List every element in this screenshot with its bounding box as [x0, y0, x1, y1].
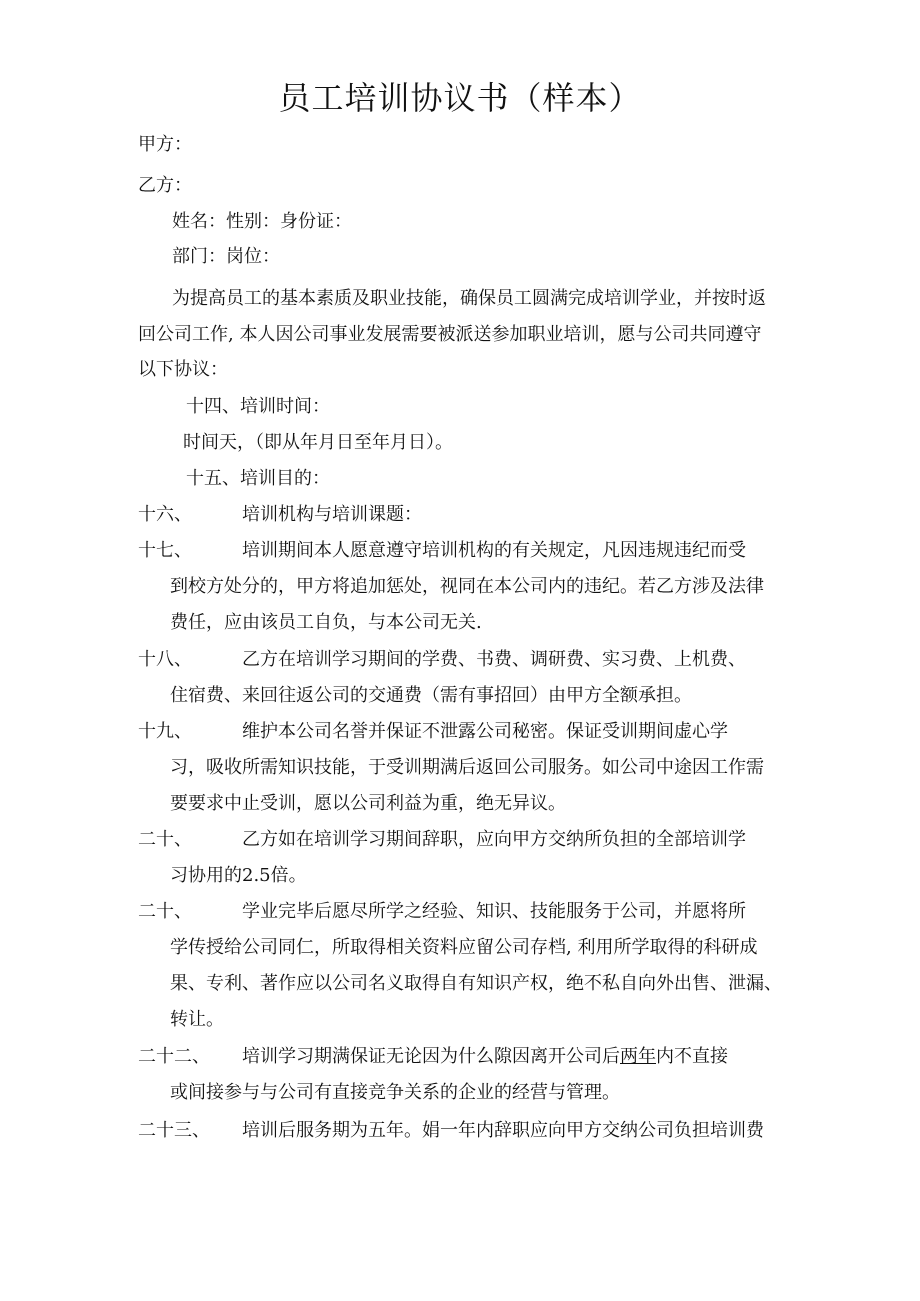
- clause-18-line-1: 乙方在培训学习期间的学费、书费、调研费、实习费、上机费、: [242, 649, 746, 670]
- clause-17-line-3: 费任，应由该员工自负，与本公司无关.: [170, 612, 482, 633]
- clause-17-line-2: 到校方处分的，甲方将追加惩处，视同在本公司内的违纪。若乙方涉及法律: [170, 576, 764, 597]
- clause-14-text: 时间天，（即从年月日至年月日）。: [183, 432, 453, 453]
- clause-22-line-1-post: 内不直接: [656, 1046, 728, 1067]
- clause-17-line-1: 培训期间本人愿意遵守培训机构的有关规定，凡因违规违纪而受: [242, 540, 746, 561]
- clause-22-number: 二十二、: [138, 1046, 210, 1067]
- clause-19-number: 十九、: [138, 721, 192, 742]
- clause-21-line-1: 学业完毕后愿尽所学之经验、知识、技能服务于公司，并愿将所: [242, 901, 746, 922]
- clause-20-line-2: 习协用的2.5倍。: [170, 865, 307, 886]
- party-b-label: 乙方：: [138, 175, 192, 196]
- clause-16-text: 培训机构与培训课题：: [242, 504, 422, 525]
- clause-22-line-1: [242, 1045, 728, 1069]
- clause-23-number: 二十三、: [138, 1120, 210, 1141]
- clause-16-number: 十六、: [138, 504, 192, 525]
- clause-20-line-1: 乙方如在培训学习期间辞职，应向甲方交纳所负担的全部培训学: [242, 829, 746, 850]
- clause-14-label: 十四、培训时间：: [186, 396, 330, 417]
- department-position-line: 部门：岗位：: [172, 246, 280, 267]
- clause-15-label: 十五、培训目的：: [186, 468, 330, 489]
- intro-line-1: 为提高员工的基本素质及职业技能，确保员工圆满完成培训学业，并按时返: [172, 288, 766, 309]
- name-gender-id-line: 姓名：性别：身份证：: [172, 211, 352, 232]
- clause-22-underlined-term: 两年: [620, 1046, 656, 1067]
- clause-21-line-2: 学传授给公司同仁，所取得相关资料应留公司存档, 利用所学取得的科研成: [170, 937, 758, 958]
- clause-18-number: 十八、: [138, 649, 192, 670]
- clause-19-line-1: 维护本公司名誉并保证不泄露公司秘密。保证受训期间虚心学: [242, 721, 728, 742]
- document-title: 员工培训协议书（样本）: [278, 79, 642, 117]
- clause-21-line-4: 转让。: [170, 1009, 224, 1030]
- clause-20-number: 二十、: [138, 829, 192, 850]
- intro-line-3: 以下协议：: [138, 359, 228, 380]
- clause-21-line-3: 果、专利、著作应以公司名义取得自有知识产权，绝不私自向外出售、泄漏、: [170, 973, 782, 994]
- clause-17-number: 十七、: [138, 540, 192, 561]
- clause-22-line-2: 或间接参与与公司有直接竞争关系的企业的经营与管理。: [170, 1082, 620, 1103]
- clause-21-number: 二十、: [138, 901, 192, 922]
- clause-19-line-3: 要要求中止受训，愿以公司利益为重，绝无异议。: [170, 793, 566, 814]
- clause-23-text: 培训后服务期为五年。娟一年内辞职应向甲方交纳公司负担培训费: [242, 1120, 764, 1141]
- party-a-label: 甲方：: [138, 134, 192, 155]
- intro-line-2: 回公司工作, 本人因公司事业发展需要被派送参加职业培训，愿与公司共同遵守: [138, 324, 762, 345]
- clause-19-line-2: 习，吸收所需知识技能，于受训期满后返回公司服务。如公司中途因工作需: [170, 757, 764, 778]
- clause-18-line-2: 住宿费、来回往返公司的交通费（需有事招回）由甲方全额承担。: [170, 685, 692, 706]
- clause-22-line-1-pre: 培训学习期满保证无论因为什么隙因离开公司后: [242, 1046, 620, 1067]
